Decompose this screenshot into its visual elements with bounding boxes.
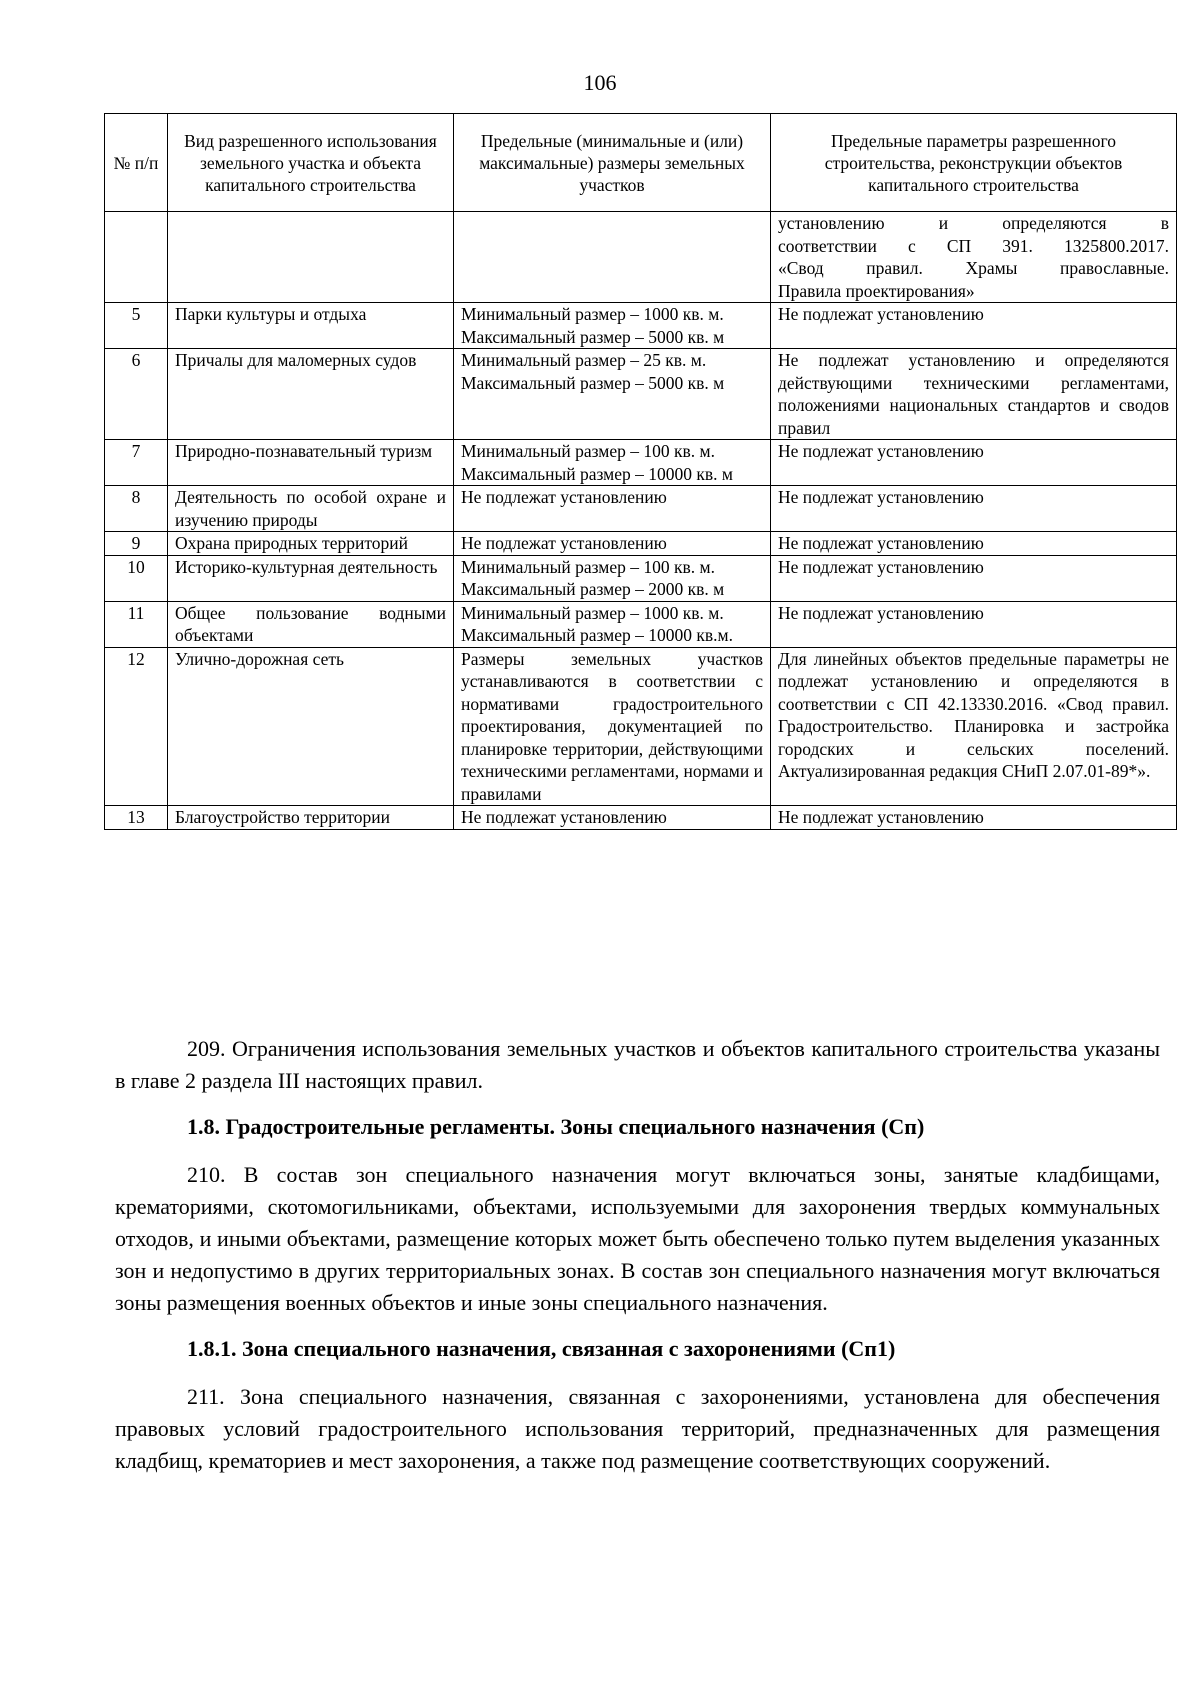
row-plot-size	[454, 647, 771, 806]
row-number: 11	[105, 601, 168, 647]
row-build-params: Для линейных объектов предельные параметры не подлежат установлению и определяются в соответствии с СП 42.13330.2016. «Свод правил. Градостроительство. Планировка и застройка городских и сельских поселений. Актуализированная редакция СНиП 2.07.01-89*».	[771, 647, 1177, 806]
paragraph-211: 211. Зона специального назначения, связанная с захоронениями, установлена для обеспечения правовых условий градостроительного использования территорий, предназначенных для размещения кладбищ, крематориев и мест захоронения, а также под размещение соответствующих сооружений.	[115, 1384, 1160, 1473]
continuation-line: установлению и определяются в	[778, 213, 1169, 233]
row-use-type: Парки культуры и отдыха	[168, 303, 454, 349]
size-line: Максимальный размер – 5000 кв. м	[461, 372, 725, 393]
row-build-params: Не подлежат установлению	[771, 303, 1177, 349]
section-heading-1-8-1: 1.8.1. Зона специального назначения, связанная с захоронениями (Сп1)	[187, 1336, 896, 1361]
row-build-params: Не подлежат установлению	[771, 486, 1177, 532]
row-number: 12	[105, 647, 168, 806]
row-build-params: Не подлежат установлению	[771, 806, 1177, 830]
table-row	[105, 647, 1177, 806]
size-line: Минимальный размер – 25 кв. м.	[461, 350, 707, 370]
row-use-type: Улично-дорожная сеть	[168, 647, 454, 806]
row-number: 13	[105, 806, 168, 830]
paragraph-210: 210. В состав зон специального назначения могут включаться зоны, занятые кладбищами, крематориями, скотомогильниками, объектами, используемыми для захоронения твердых коммунальных отходов, и иными объектами, размещение которых может быть обеспечено только путем выделения указанных зон и недопустимо в других территориальных зонах. В состав зон специального назначения могут включаться зоны размещения военных объектов и иные зоны специального назначения.	[115, 1162, 1160, 1315]
row-plot-size	[454, 303, 771, 349]
row-number: 9	[105, 532, 168, 556]
size-line: Минимальный размер – 100 кв. м.	[461, 556, 715, 577]
header-use-type: Вид разрешенного использования земельного участка и объекта капитального строительства	[168, 114, 454, 212]
row-build-params: Не подлежат установлению	[771, 555, 1177, 601]
text-body	[115, 1033, 1160, 1477]
continuation-params	[771, 212, 1177, 303]
section-heading-1-8: 1.8. Градостроительные регламенты. Зоны специального назначения (Сп)	[187, 1114, 925, 1139]
size-line: Минимальный размер – 1000 кв. м.	[461, 602, 724, 623]
row-number: 6	[105, 349, 168, 440]
row-use-type: Благоустройство территории	[168, 806, 454, 830]
row-number: 7	[105, 440, 168, 486]
page-number: 106	[583, 70, 617, 95]
regulations-table	[104, 113, 1177, 830]
row-number: 8	[105, 486, 168, 532]
table-row	[105, 303, 1177, 349]
table-row	[105, 486, 1177, 532]
size-line: Не подлежат установлению	[461, 487, 667, 507]
size-line: Максимальный размер – 10000 кв. м	[461, 463, 733, 484]
row-plot-size	[454, 806, 771, 830]
size-line: Максимальный размер – 5000 кв. м	[461, 326, 725, 347]
size-line: Размеры земельных участков устанавливаются в соответствии с нормативами градостроительного проектирования, документацией по планировке территории, действующими техническими регламентами, нормами и правилами	[461, 648, 763, 804]
row-build-params: Не подлежат установлению	[771, 601, 1177, 647]
row-plot-size	[454, 555, 771, 601]
row-build-params: Не подлежат установлению и определяются действующими техническими регламентами, положениями национальных стандартов и сводов правил	[771, 349, 1177, 440]
paragraph-209: 209. Ограничения использования земельных участков и объектов капитального строительства указаны в главе 2 раздела III настоящих правил.	[115, 1036, 1160, 1093]
size-line: Максимальный размер – 2000 кв. м	[461, 579, 725, 599]
row-plot-size	[454, 440, 771, 486]
continuation-line: Правила проектирования»	[778, 280, 975, 301]
header-build-params: Предельные параметры разрешенного строительства, реконструкции объектов капитального строительства	[771, 114, 1177, 212]
size-line: Минимальный размер – 1000 кв. м.	[461, 304, 724, 324]
continuation-line: «Свод правил. Храмы православные.	[778, 258, 1169, 278]
header-number: № п/п	[105, 114, 168, 212]
row-use-type: Историко-культурная деятельность	[168, 555, 454, 601]
size-line: Максимальный размер – 10000 кв.м.	[461, 625, 733, 645]
table-row	[105, 349, 1177, 440]
table-row-continuation	[105, 212, 1177, 303]
row-plot-size	[454, 601, 771, 647]
table-row	[105, 440, 1177, 486]
table-header-row	[105, 114, 1177, 212]
continuation-line: соответствии с СП 391. 1325800.2017.	[778, 235, 1169, 256]
row-use-type: Деятельность по особой охране и изучению природы	[168, 486, 454, 532]
table-row	[105, 806, 1177, 830]
row-build-params: Не подлежат установлению	[771, 440, 1177, 486]
table-row	[105, 601, 1177, 647]
table-row	[105, 532, 1177, 556]
row-use-type: Причалы для маломерных судов	[168, 349, 454, 440]
row-use-type: Природно-познавательный туризм	[168, 440, 454, 486]
table-row	[105, 555, 1177, 601]
row-plot-size	[454, 532, 771, 556]
size-line: Минимальный размер – 100 кв. м.	[461, 441, 715, 461]
row-number: 5	[105, 303, 168, 349]
size-line: Не подлежат установлению	[461, 807, 667, 827]
row-use-type: Охрана природных территорий	[168, 532, 454, 556]
header-plot-size: Предельные (минимальные и (или) максимальные) размеры земельных участков	[454, 114, 771, 212]
row-plot-size	[454, 349, 771, 440]
row-use-type: Общее пользование водными объектами	[168, 601, 454, 647]
row-number: 10	[105, 555, 168, 601]
row-build-params: Не подлежат установлению	[771, 532, 1177, 556]
row-plot-size	[454, 486, 771, 532]
size-line: Не подлежат установлению	[461, 533, 667, 553]
